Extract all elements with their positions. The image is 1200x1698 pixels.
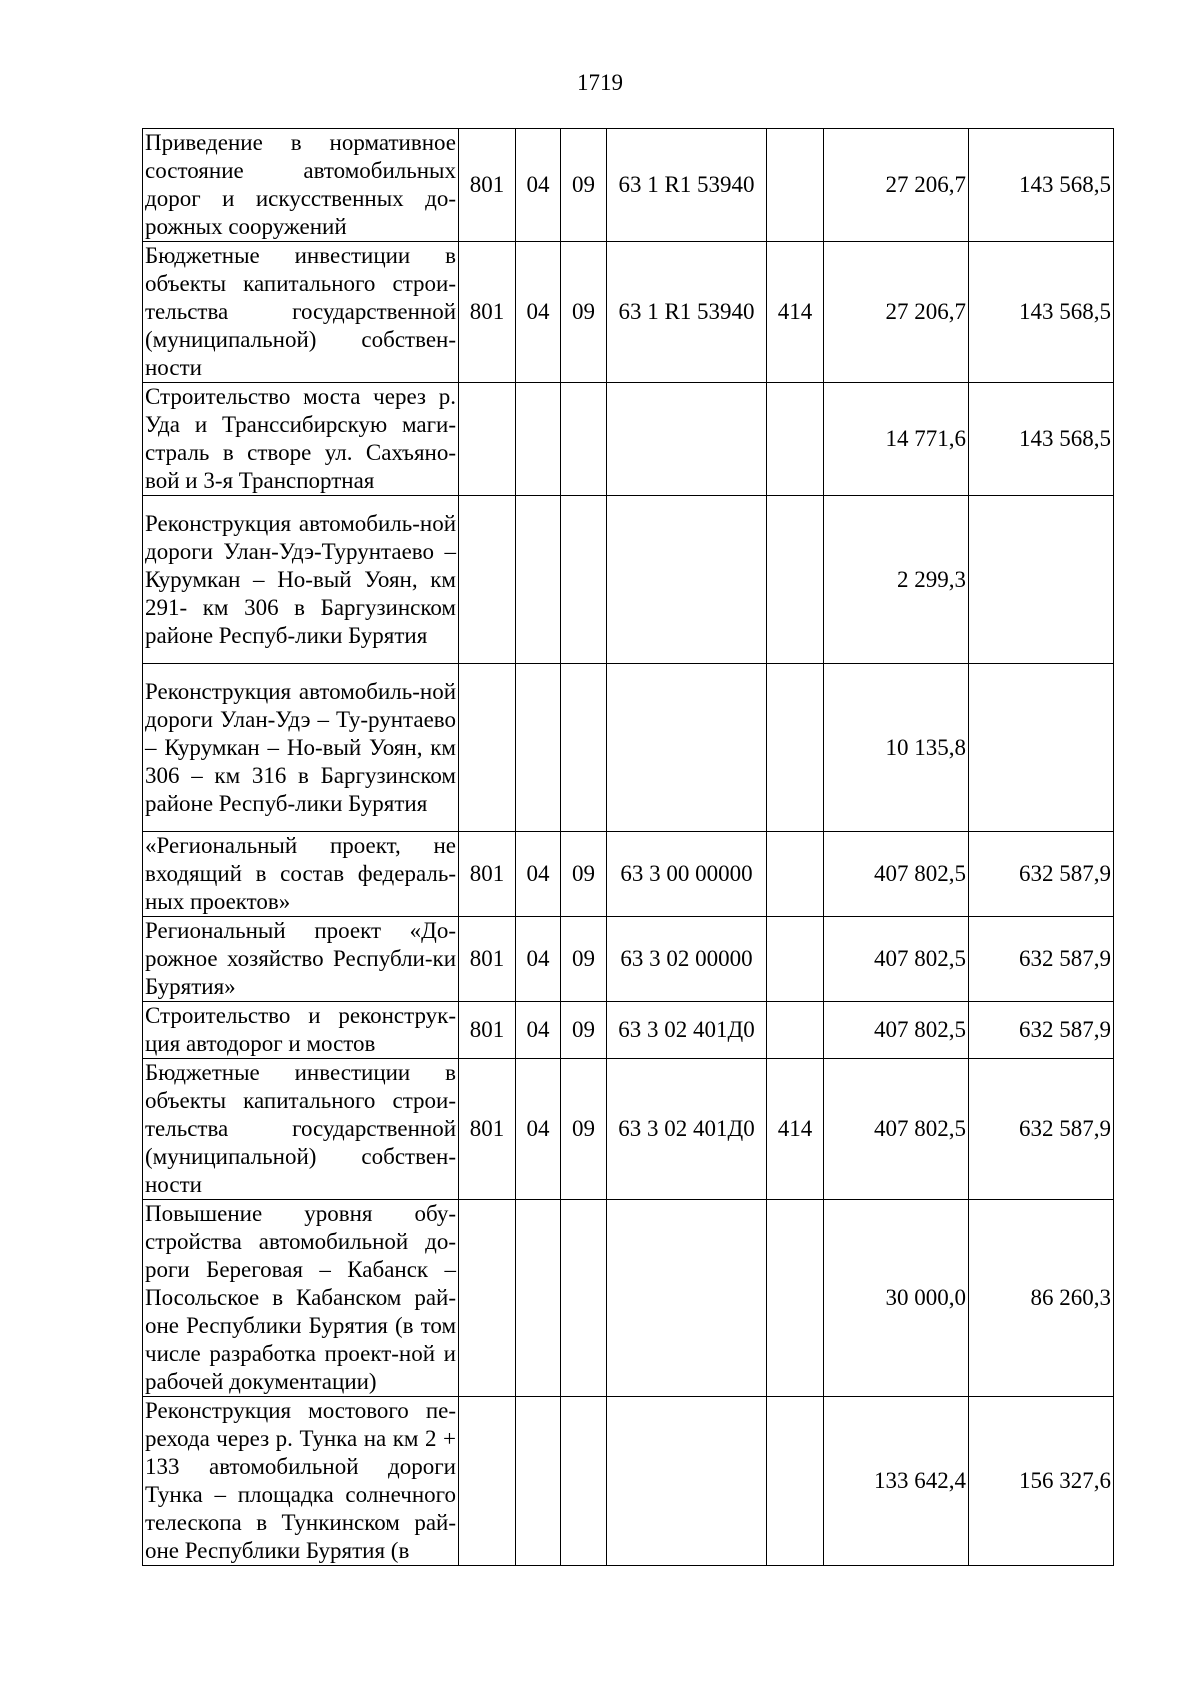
subsection-code: 09 xyxy=(561,242,607,383)
subsection-code: 09 xyxy=(561,129,607,242)
amount-second-year: 143 568,5 xyxy=(969,129,1114,242)
row-name: Строительство моста через р. Уда и Транссибирскую маги-страль в створе ул. Сахъяно-вой и 3-я Транспортная xyxy=(143,383,459,496)
target-item-code: 63 3 00 00000 xyxy=(607,832,767,917)
table-row xyxy=(143,1397,1114,1566)
table-row xyxy=(143,832,1114,917)
ministry-code xyxy=(459,1200,516,1397)
amount-second-year xyxy=(969,496,1114,664)
amount-first-year: 30 000,0 xyxy=(824,1200,969,1397)
section-code xyxy=(516,1200,561,1397)
ministry-code xyxy=(459,664,516,832)
target-item-code xyxy=(607,1200,767,1397)
expense-type-code xyxy=(767,496,824,664)
ministry-code: 801 xyxy=(459,917,516,1002)
amount-second-year: 632 587,9 xyxy=(969,1002,1114,1059)
target-item-code: 63 3 02 401Д0 xyxy=(607,1002,767,1059)
section-code xyxy=(516,383,561,496)
section-code: 04 xyxy=(516,242,561,383)
expense-type-code xyxy=(767,917,824,1002)
subsection-code: 09 xyxy=(561,917,607,1002)
expense-type-code: 414 xyxy=(767,1059,824,1200)
amount-first-year: 27 206,7 xyxy=(824,242,969,383)
ministry-code xyxy=(459,496,516,664)
subsection-code xyxy=(561,1397,607,1566)
target-item-code xyxy=(607,383,767,496)
row-name: Повышение уровня обу-стройства автомобильной до-роги Береговая – Кабанск – Посольское в Кабанском рай-оне Республики Бурятия (в том числе разработка проект-ной и рабочей документации) xyxy=(143,1200,459,1397)
ministry-code xyxy=(459,1397,516,1566)
table-row xyxy=(143,383,1114,496)
amount-second-year: 156 327,6 xyxy=(969,1397,1114,1566)
expense-type-code xyxy=(767,1397,824,1566)
table-row xyxy=(143,664,1114,832)
ministry-code: 801 xyxy=(459,832,516,917)
amount-first-year: 133 642,4 xyxy=(824,1397,969,1566)
target-item-code: 63 1 R1 53940 xyxy=(607,242,767,383)
target-item-code xyxy=(607,664,767,832)
expense-type-code xyxy=(767,1200,824,1397)
subsection-code xyxy=(561,496,607,664)
amount-first-year: 407 802,5 xyxy=(824,1059,969,1200)
target-item-code xyxy=(607,496,767,664)
subsection-code: 09 xyxy=(561,1002,607,1059)
amount-first-year: 27 206,7 xyxy=(824,129,969,242)
amount-first-year: 407 802,5 xyxy=(824,917,969,1002)
row-name: Региональный проект «До-рожное хозяйство Республи-ки Бурятия» xyxy=(143,917,459,1002)
target-item-code: 63 3 02 00000 xyxy=(607,917,767,1002)
row-name: Бюджетные инвестиции в объекты капитального строи-тельства государственной (муниципальной) собствен-ности xyxy=(143,242,459,383)
section-code: 04 xyxy=(516,1002,561,1059)
section-code xyxy=(516,664,561,832)
subsection-code xyxy=(561,1200,607,1397)
amount-second-year: 632 587,9 xyxy=(969,832,1114,917)
ministry-code: 801 xyxy=(459,129,516,242)
target-item-code xyxy=(607,1397,767,1566)
row-name: Строительство и реконструк-ция автодорог и мостов xyxy=(143,1002,459,1059)
section-code: 04 xyxy=(516,832,561,917)
row-name: Бюджетные инвестиции в объекты капитального строи-тельства государственной (муниципальной) собствен-ности xyxy=(143,1059,459,1200)
table-row xyxy=(143,917,1114,1002)
table-row xyxy=(143,1002,1114,1059)
amount-second-year: 143 568,5 xyxy=(969,383,1114,496)
subsection-code: 09 xyxy=(561,1059,607,1200)
expense-type-code: 414 xyxy=(767,242,824,383)
table-row xyxy=(143,129,1114,242)
target-item-code: 63 3 02 401Д0 xyxy=(607,1059,767,1200)
amount-second-year: 143 568,5 xyxy=(969,242,1114,383)
row-name: Приведение в нормативное состояние автомобильных дорог и искусственных до-рожных сооружений xyxy=(143,129,459,242)
subsection-code xyxy=(561,664,607,832)
amount-first-year: 407 802,5 xyxy=(824,1002,969,1059)
row-name: Реконструкция мостового пе-рехода через р. Тунка на км 2 + 133 автомобильной дороги Тунка – площадка солнечного телескопа в Тункинском рай-оне Республики Бурятия (в xyxy=(143,1397,459,1566)
section-code: 04 xyxy=(516,1059,561,1200)
target-item-code: 63 1 R1 53940 xyxy=(607,129,767,242)
amount-first-year: 407 802,5 xyxy=(824,832,969,917)
table-row xyxy=(143,242,1114,383)
table-row xyxy=(143,496,1114,664)
ministry-code: 801 xyxy=(459,242,516,383)
amount-second-year: 632 587,9 xyxy=(969,1059,1114,1200)
amount-first-year: 10 135,8 xyxy=(824,664,969,832)
ministry-code: 801 xyxy=(459,1059,516,1200)
section-code xyxy=(516,1397,561,1566)
amount-second-year: 86 260,3 xyxy=(969,1200,1114,1397)
budget-table xyxy=(142,128,1114,1566)
subsection-code xyxy=(561,383,607,496)
expense-type-code xyxy=(767,129,824,242)
table-row xyxy=(143,1200,1114,1397)
amount-second-year xyxy=(969,664,1114,832)
section-code: 04 xyxy=(516,917,561,1002)
table-row xyxy=(143,1059,1114,1200)
ministry-code xyxy=(459,383,516,496)
amount-second-year: 632 587,9 xyxy=(969,917,1114,1002)
amount-first-year: 2 299,3 xyxy=(824,496,969,664)
expense-type-code xyxy=(767,1002,824,1059)
section-code: 04 xyxy=(516,129,561,242)
expense-type-code xyxy=(767,664,824,832)
expense-type-code xyxy=(767,832,824,917)
subsection-code: 09 xyxy=(561,832,607,917)
row-name: «Региональный проект, не входящий в состав федераль-ных проектов» xyxy=(143,832,459,917)
row-name: Реконструкция автомобиль-ной дороги Улан-Удэ-Турунтаево – Курумкан – Но-вый Уоян, км 291- км 306 в Баргузинском районе Респуб-лики Бурятия xyxy=(143,496,459,664)
expense-type-code xyxy=(767,383,824,496)
section-code xyxy=(516,496,561,664)
amount-first-year: 14 771,6 xyxy=(824,383,969,496)
row-name: Реконструкция автомобиль-ной дороги Улан-Удэ – Ту-рунтаево – Курумкан – Но-вый Уоян, км 306 – км 316 в Баргузинском районе Респуб-лики Бурятия xyxy=(143,664,459,832)
page-number: 1719 xyxy=(577,70,623,95)
ministry-code: 801 xyxy=(459,1002,516,1059)
